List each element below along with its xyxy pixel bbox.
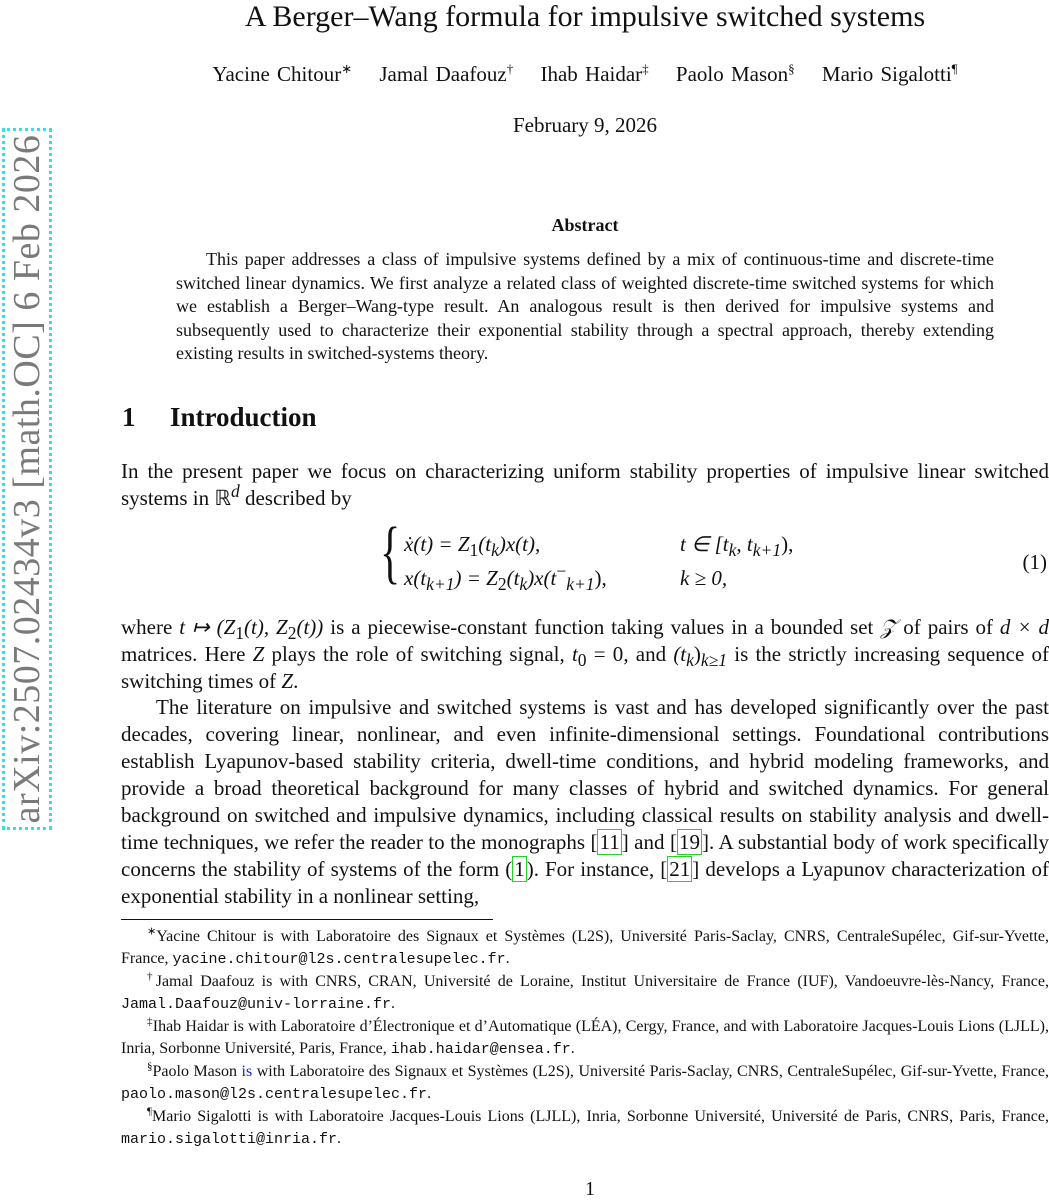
arxiv-stamp [2,128,52,830]
equation-1 [380,514,1049,596]
footnote: ¶Mario Sigalotti is with Laboratoire Jacques-Louis Lions (LJLL), Inria, Sorbonne Université, Université de Paris, CNRS, Paris, France, mario.sigalotti@inria.fr. [121,1105,1049,1148]
footnote-rule [121,919,493,920]
citation-link[interactable]: 19 [678,830,700,854]
citation-link[interactable]: 21 [669,857,691,881]
intro-paragraph-3: The literature on impulsive and switched systems is vast and has developed significantly over the past decades, covering linear, nonlinear, and even infinite-dimensional settings. Foundational contributions establish Lyapunov-based stability criteria, dwell-time conditions, and hybrid modeling frameworks, and provide a broad theoretical background for many classes of hybrid and switched dynamics. For general background on switched and impulsive dynamics, including classical results on stability analysis and dwell-time techniques, we refer the reader to the monographs [11] and [19]. A substantial body of work specifically concerns the stability of systems of the form (1). For instance, [21] develops a Lyapunov characterization of exponential stability in a nonlinear setting, [121,695,1049,908]
author: Ihab Haidar‡ [540,61,649,86]
section-number: 1 [122,402,136,432]
author: Mario Sigalotti¶ [821,61,958,86]
footnote: ∗Yacine Chitour is with Laboratoire des Signaux et Systèmes (L2S), Université Paris-Saclay, CNRS, CentraleSupélec, Gif-sur-Yvette, France, yacine.chitour@l2s.centralesupelec.fr. [121,925,1049,968]
equation-row-2-condition: k ≥ 0, [680,566,728,590]
email: Jamal.Daafouz@univ-lorraine.fr [121,996,392,1013]
citation-link[interactable]: 11 [599,830,620,854]
arxiv-id: arXiv:2507.02434v3 [math.OC] 6 Feb 2026 [6,134,48,824]
author: Yacine Chitour∗ [212,61,353,86]
email: yacine.chitour@l2s.centralesupelec.fr [172,951,506,968]
intro-paragraph-2: where t ↦ ($Z_1(t)$, $Z_2(t)$) is a piecewise-constant function taking values in a bounded set 𝒵 of pairs of d × d matrices. Here Z plays the role of switching signal, $t_0 = 0$, and $(t_k)_{k\ge 1}$ is the strictly increasing sequence of switching times of Z. [121,615,1049,693]
inline-link[interactable]: is [241,1063,253,1080]
left-brace: { [380,514,401,591]
equation-reference-link[interactable]: 1 [514,857,525,881]
paper-title: A Berger–Wang formula for impulsive switched systems [244,0,926,33]
author-list [120,62,1049,87]
abstract-heading: Abstract [551,215,619,235]
footnote: †Jamal Daafouz is with CNRS, CRAN, Université de Loraine, Institut Universitaire de France (IUF), Vandoeuvre-lès-Nancy, France, Jamal.Daafouz@univ-lorraine.fr. [121,970,1049,1013]
section-title: Introduction [170,402,317,432]
equation-row-2: $x(t_{k+1}) = Z_2(t_k)x(t^-_{k+1})$, k ≥ 0, [404,561,728,595]
equation-number: (1) [1022,550,1047,574]
page-number: 1 [585,1178,595,1200]
footnote: ‡Ihab Haidar is with Laboratoire d’Électronique et d’Automatique (LÉA), Cergy, France, and with Laboratoire Jacques-Louis Lions (LJLL), Inria, Sorbonne Université, Paris, France, ihab.haidar@ensea.fr. [121,1015,1049,1058]
publication-date: February 9, 2026 [512,113,658,137]
abstract-body: This paper addresses a class of impulsive systems defined by a mix of continuous-time and discrete-time switched linear dynamics. We first analyze a related class of weighted discrete-time switched systems for which we establish a Berger–Wang-type result. An analogous result is then derived for impulsive systems and subsequently used to characterize their exponential stability through a spectral approach, thereby extending existing results in switched-systems theory. [176,249,994,363]
author: Jamal Daafouz† [379,61,514,86]
footnote: §Paolo Mason is with Laboratoire des Signaux et Systèmes (L2S), Université Paris-Saclay, CNRS, CentraleSupélec, Gif-sur-Yvette, France, paolo.mason@l2s.centralesupelec.fr. [121,1060,1049,1103]
author: Paolo Mason§ [675,61,795,86]
section-heading [122,402,317,433]
intro-paragraph-1: In the present paper we focus on characterizing uniform stability properties of impulsive linear switched systems in ℝ$^d$ described by [121,459,1049,510]
footnotes [121,926,1049,1151]
equation-row-1: ẋ(t) = $Z_1(t_k)x(t)$, t ∈ [$t_k$, $t_{k+1}$), [404,532,794,561]
email: paolo.mason@l2s.centralesupelec.fr [121,1086,428,1103]
equation-row-1-condition: t ∈ [$t_k$, $t_{k+1}$), [680,532,794,561]
email: ihab.haidar@ensea.fr [390,1041,571,1058]
email: mario.sigalotti@inria.fr [121,1131,338,1148]
